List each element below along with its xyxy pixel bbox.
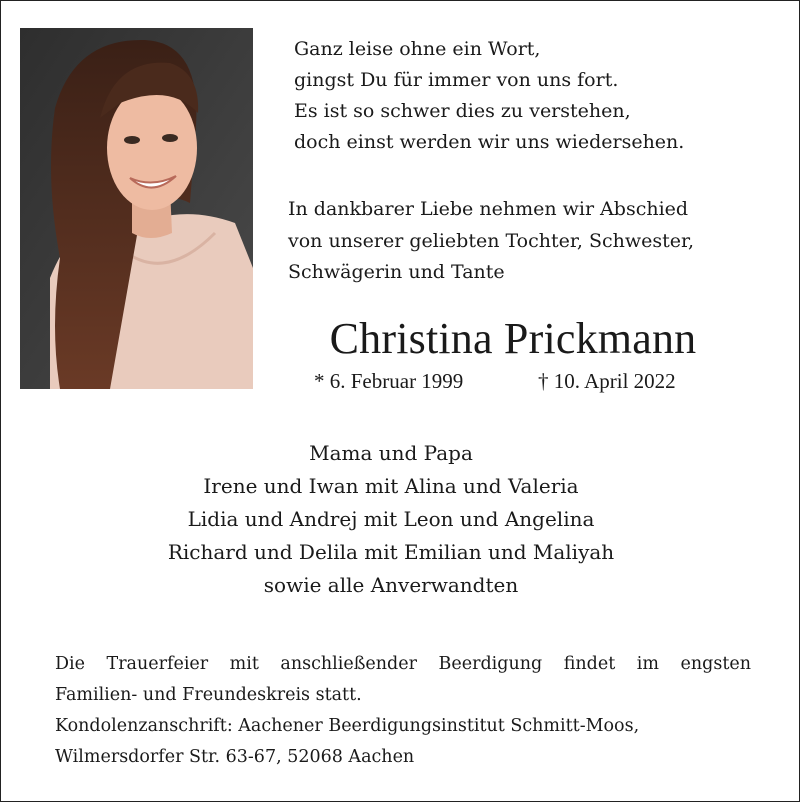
info-line: Die Trauerfeier mit anschließender Beerdigung findet im engsten: [55, 654, 751, 674]
intro-line: In dankbarer Liebe nehmen wir Abschied: [288, 198, 689, 220]
intro-line: von unserer geliebten Tochter, Schwester,: [288, 229, 695, 252]
intro-line: Schwägerin und Tante: [288, 261, 505, 283]
info-line: Familien- und Freundeskreis statt.: [55, 685, 362, 705]
portrait-photo: [20, 28, 253, 389]
poem-line: gingst Du für immer von uns fort.: [294, 69, 619, 91]
portrait-image: [20, 28, 253, 389]
condolence-street: Wilmersdorfer Str. 63-67, 52068 Aachen: [55, 747, 415, 767]
mourners-line: Mama und Papa: [309, 441, 473, 465]
funeral-info: [55, 649, 755, 773]
condolence-address: Kondolenzanschrift: Aachener Beerdigungsinstitut Schmitt-Moos,: [55, 716, 640, 736]
mourners-list: [41, 437, 741, 602]
birth-date: * 6. Februar 1999: [314, 369, 464, 393]
poem: [294, 34, 774, 158]
death-date: † 10. April 2022: [538, 369, 676, 393]
life-dates: [314, 366, 676, 396]
mourners-line: Irene und Iwan mit Alina und Valeria: [203, 474, 579, 498]
mourners-line: Lidia und Andrej mit Leon und Angelina: [187, 507, 595, 531]
poem-line: Ganz leise ohne ein Wort,: [294, 38, 541, 60]
mourners-line: sowie alle Anverwandten: [263, 573, 519, 597]
poem-line: Es ist so schwer dies zu verstehen,: [294, 100, 631, 122]
deceased-name: Christina Prickmann: [329, 314, 697, 363]
poem-line: doch einst werden wir uns wiedersehen.: [294, 131, 685, 153]
farewell-intro: [288, 194, 768, 289]
mourners-line: Richard und Delila mit Emilian und Maliyah: [167, 540, 615, 564]
